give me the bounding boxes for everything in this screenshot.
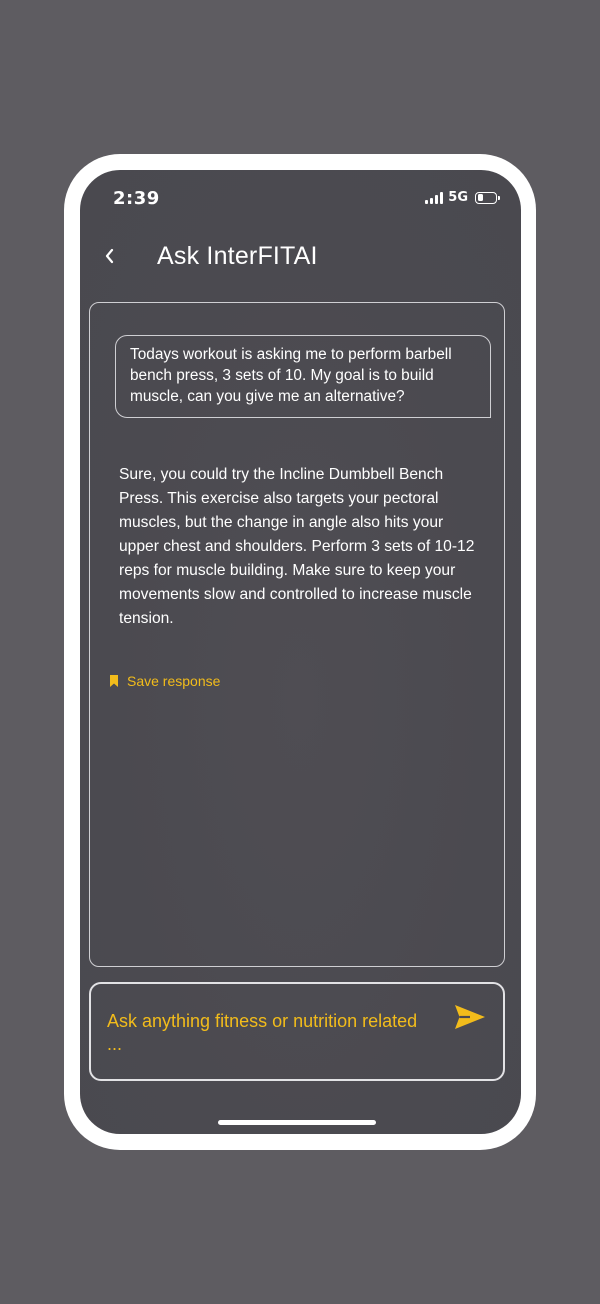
chevron-left-icon (103, 247, 117, 265)
status-bar (80, 188, 521, 212)
save-response-button[interactable] (109, 673, 220, 689)
phone-screen (80, 170, 521, 1134)
ai-response-text: Sure, you could try the Incline Dumbbell Bench Press. This exercise also targets your pectoral muscles, but the change in angle also hits your upper chest and shoulders. Perform 3 sets of 10-12 reps for muscle building. Make sure to keep your movements slow and controlled to increase muscle tension. (119, 466, 475, 627)
signal-icon (425, 192, 443, 204)
send-icon (453, 1002, 487, 1032)
ask-input[interactable] (89, 982, 505, 1081)
battery-fill (478, 194, 483, 201)
chat-panel[interactable] (89, 302, 505, 967)
page-title: Ask InterFITAI (157, 242, 318, 270)
status-indicators (425, 190, 497, 205)
back-button[interactable] (96, 242, 124, 270)
user-message-bubble: Todays workout is asking me to perform barbell bench press, 3 sets of 10. My goal is to build muscle, can you give me an alternative? (115, 335, 491, 418)
status-time: 2:39 (113, 188, 160, 209)
header (80, 238, 521, 282)
ask-input-placeholder: Ask anything fitness or nutrition related ... (107, 1011, 418, 1054)
bookmark-icon (109, 675, 119, 687)
network-label: 5G (448, 190, 468, 205)
battery-icon (475, 192, 497, 204)
save-response-label: Save response (127, 673, 221, 689)
send-button[interactable] (453, 1002, 487, 1032)
home-indicator[interactable] (218, 1120, 376, 1125)
